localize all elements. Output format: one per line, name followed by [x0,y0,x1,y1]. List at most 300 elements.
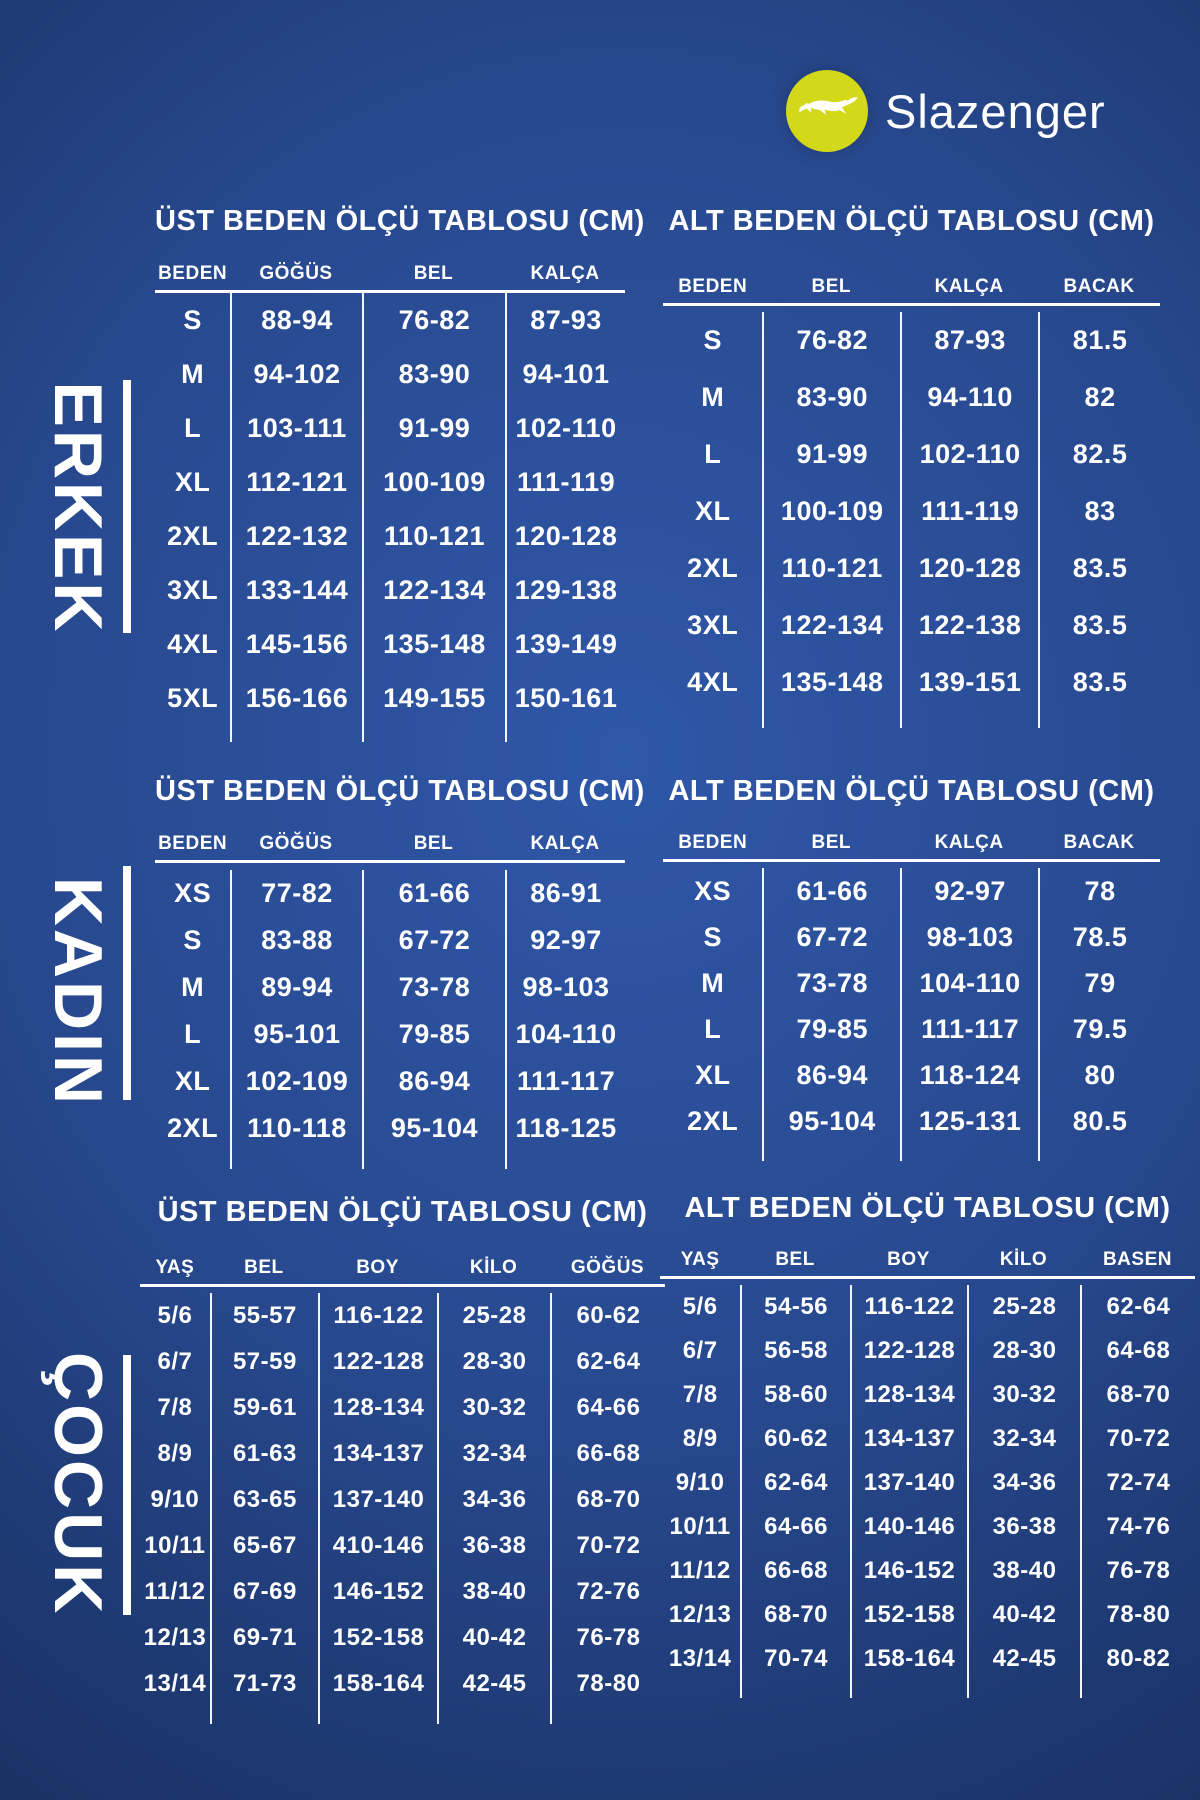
table-body [155,293,625,742]
table-row-spacer [155,1152,625,1169]
table-cell: 77-82 [230,870,362,917]
table-cell: 100-109 [362,455,505,509]
header-cell: BEDEN [678,832,748,853]
table-cell [740,1681,850,1698]
table-cell: XL [694,496,731,526]
table-row [663,914,1160,960]
table-row [155,671,625,725]
table-cell: 78.5 [1038,914,1160,960]
table-cell [230,1152,362,1169]
table-cell: 34-36 [437,1477,550,1523]
table-cell: 134-137 [318,1431,437,1477]
table-cell: 4XL [687,667,739,697]
table-cell: 4XL [167,628,219,659]
table-row [155,917,625,964]
table-cell: 110-121 [362,509,505,563]
table-row [155,401,625,455]
table-cell: S [703,325,722,355]
table-row [663,540,1160,597]
table-cell: 129-138 [505,563,625,617]
table-cell: 9/10 [150,1486,200,1513]
table-cell: 7/8 [157,1394,193,1421]
table-cell: 112-121 [230,455,362,509]
table-cell: 98-103 [505,964,625,1011]
table-cell: 111-119 [900,483,1038,540]
table-cell [550,1707,665,1724]
table-cell: 62-64 [1080,1285,1195,1329]
table-row [663,483,1160,540]
table-cell: 120-128 [505,509,625,563]
table-row [140,1385,665,1431]
table-cell: 122-138 [900,597,1038,654]
section-label-cocuk: ÇOCUK [40,1352,116,1617]
table-cell: 86-94 [362,1058,505,1105]
table-cell [663,1144,762,1161]
table-cell [155,725,230,742]
table-cell: 76-78 [1080,1549,1195,1593]
table-body [155,870,625,1169]
table-cell: 81.5 [1038,312,1160,369]
table-cell: 122-134 [362,563,505,617]
table-cell: 68-70 [1080,1373,1195,1417]
table-cell: 5XL [167,682,219,713]
table-cell: 95-104 [762,1098,900,1144]
table-cell: 73-78 [362,964,505,1011]
table-cell [850,1681,967,1698]
size-table-kadin-lower [663,775,1160,1161]
header-underline [140,1284,665,1287]
table-row [155,293,625,347]
table-cell: 67-72 [362,917,505,964]
table-cell: 83-90 [362,347,505,401]
table-header [660,1249,1195,1271]
header-cell: GÖĞÜS [259,263,333,284]
table-row [660,1417,1195,1461]
table-cell: 60-62 [740,1417,850,1461]
table-cell: 82 [1038,369,1160,426]
table-row [155,455,625,509]
header-cell: BOY [356,1257,399,1278]
table-cell: 80.5 [1038,1098,1160,1144]
table-cell: 6/7 [157,1348,193,1375]
table-cell: L [704,439,722,469]
header-cell: BASEN [1102,1249,1172,1270]
table-cell: 66-68 [740,1549,850,1593]
table-cell: 79.5 [1038,1006,1160,1052]
table-row [663,426,1160,483]
table-cell: 133-144 [230,563,362,617]
table-row-spacer [663,711,1160,728]
table-cell [900,711,1038,728]
table-row [155,617,625,671]
table-cell: 59-61 [210,1385,318,1431]
table-cell: 95-101 [230,1011,362,1058]
table-cell: 68-70 [550,1477,665,1523]
size-table-erkek-upper [155,205,645,742]
header-cell: BEL [811,276,851,297]
table-header [140,1257,665,1279]
table-cell: 32-34 [437,1431,550,1477]
table-cell: 2XL [687,553,739,583]
table-cell: 8/9 [157,1440,193,1467]
table-body [663,312,1160,728]
table-cell: 122-128 [850,1329,967,1373]
table-row [155,347,625,401]
table-row [140,1293,665,1339]
table-row [140,1569,665,1615]
header-cell: GÖĞÜS [259,833,333,854]
table-cell: 102-110 [505,401,625,455]
table-cell: 40-42 [437,1615,550,1661]
table-cell: 25-28 [967,1285,1080,1329]
table-row [155,870,625,917]
table-cell: 87-93 [900,312,1038,369]
brand-name: Slazenger [885,84,1106,138]
table-cell: 128-134 [318,1385,437,1431]
table-header [155,833,625,855]
table-cell: 104-110 [505,1011,625,1058]
header-cell: KALÇA [530,263,600,284]
table-cell: 91-99 [762,426,900,483]
table-cell: 13/14 [668,1645,732,1672]
table-cell: 83.5 [1038,654,1160,711]
table-cell: 91-99 [362,401,505,455]
table-cell: 9/10 [675,1469,725,1496]
table-cell: 135-148 [762,654,900,711]
table-row [660,1549,1195,1593]
table-cell [900,1144,1038,1161]
table-cell: 63-65 [210,1477,318,1523]
table-cell: 61-66 [762,868,900,914]
table-row [140,1661,665,1707]
table-cell: M [701,382,725,412]
table-cell: 74-76 [1080,1505,1195,1549]
table-cell [1080,1681,1195,1698]
table-row [140,1477,665,1523]
table-cell: 80 [1038,1052,1160,1098]
table-cell: 118-124 [900,1052,1038,1098]
table-cell: XL [174,1066,211,1096]
table-cell: XL [694,1059,731,1090]
table-cell: 92-97 [900,868,1038,914]
table-cell [762,1144,900,1161]
header-cell: KİLO [999,1249,1048,1270]
table-cell: 76-82 [762,312,900,369]
table-cell: 83 [1038,483,1160,540]
table-row [140,1339,665,1385]
table-cell [155,1152,230,1169]
table-body [663,868,1160,1161]
table-cell: 118-125 [505,1105,625,1152]
table-cell: L [704,1013,722,1044]
table-row [663,1006,1160,1052]
table-cell: L [184,412,202,443]
table-cell: 146-152 [318,1569,437,1615]
header-cell: BEL [413,263,454,284]
table-row [660,1285,1195,1329]
table-row [663,654,1160,711]
table-cell: 104-110 [900,960,1038,1006]
table-cell: 80-82 [1080,1637,1195,1681]
table-cell: 102-109 [230,1058,362,1105]
table-cell: 78-80 [550,1661,665,1707]
table-cell: 62-64 [740,1461,850,1505]
section-label-bar-cocuk [123,1355,131,1615]
table-cell [663,711,762,728]
size-table-erkek-lower [663,205,1160,728]
table-row [140,1523,665,1569]
table-cell: 70-72 [1080,1417,1195,1461]
table-row [663,1098,1160,1144]
table-cell: 72-74 [1080,1461,1195,1505]
table-cell: 70-72 [550,1523,665,1569]
header-cell: BEDEN [678,276,748,297]
table-cell: 150-161 [505,671,625,725]
table-cell: 2XL [167,1113,219,1143]
table-cell: 61-63 [210,1431,318,1477]
table-cell: 42-45 [437,1661,550,1707]
table-cell: 5/6 [157,1302,193,1329]
table-cell: 12/13 [668,1601,732,1628]
header-cell: GÖĞÜS [570,1257,645,1278]
table-cell: 66-68 [550,1431,665,1477]
header-cell: BACAK [1063,832,1135,853]
header-cell: YAŞ [680,1249,720,1270]
table-row-spacer [155,725,625,742]
table-cell: 94-101 [505,347,625,401]
table-cell: 139-149 [505,617,625,671]
table-cell: 72-76 [550,1569,665,1615]
table-row [663,597,1160,654]
table-row [660,1329,1195,1373]
header-cell: BEDEN [158,833,228,854]
table-cell [140,1707,210,1724]
table-cell: 102-110 [900,426,1038,483]
table-cell: M [701,967,725,998]
table-row [663,369,1160,426]
header-cell: KİLO [469,1257,518,1278]
table-row [663,868,1160,914]
header-cell: BEL [811,832,851,853]
table-cell [967,1681,1080,1698]
table-cell: 38-40 [967,1549,1080,1593]
table-header [155,263,625,285]
table-cell: 98-103 [900,914,1038,960]
table-cell: 103-111 [230,401,362,455]
table-cell: 32-34 [967,1417,1080,1461]
table-cell: 111-117 [505,1058,625,1105]
table-cell: 5/6 [682,1293,718,1320]
table-cell: 92-97 [505,917,625,964]
table-cell: 54-56 [740,1285,850,1329]
header-cell: BEL [775,1249,815,1270]
header-underline [663,303,1160,306]
table-cell [210,1707,318,1724]
table-row [155,509,625,563]
table-title: ALT BEDEN ÖLÇÜ TABLOSU (CM) [668,205,1155,237]
table-cell: 70-74 [740,1637,850,1681]
table-row [140,1431,665,1477]
table-cell: 55-57 [210,1293,318,1339]
table-cell: 82.5 [1038,426,1160,483]
table-cell: 122-132 [230,509,362,563]
table-title: ÜST BEDEN ÖLÇÜ TABLOSU (CM) [157,1196,648,1228]
header-underline [660,1276,1195,1279]
table-cell: 134-137 [850,1417,967,1461]
table-cell: 34-36 [967,1461,1080,1505]
table-cell: 128-134 [850,1373,967,1417]
table-cell: 110-121 [762,540,900,597]
table-cell [1038,1144,1160,1161]
table-header [663,276,1160,298]
table-cell: 111-117 [900,1006,1038,1052]
table-row [660,1593,1195,1637]
table-row [660,1505,1195,1549]
table-cell [660,1681,740,1698]
size-table-cocuk-upper [140,1196,665,1724]
table-cell: XL [174,466,211,497]
table-cell: 156-166 [230,671,362,725]
header-cell: BEL [413,833,454,854]
table-cell: 2XL [687,1105,739,1136]
table-cell: XS [174,878,212,908]
table-cell: 64-68 [1080,1329,1195,1373]
table-cell: 152-158 [850,1593,967,1637]
header-cell: YAŞ [155,1257,195,1278]
table-cell: 11/12 [669,1557,731,1584]
table-cell [230,725,362,742]
table-cell: 6/7 [682,1337,718,1364]
table-title: ÜST BEDEN ÖLÇÜ TABLOSU (CM) [155,205,645,237]
table-cell: 3XL [687,610,739,640]
table-cell: 100-109 [762,483,900,540]
table-cell [762,711,900,728]
header-cell: BOY [887,1249,930,1270]
table-cell: 125-131 [900,1098,1038,1144]
table-cell: 137-140 [850,1461,967,1505]
table-cell: 79-85 [362,1011,505,1058]
table-cell: 79-85 [762,1006,900,1052]
table-cell: 61-66 [362,870,505,917]
table-cell: 68-70 [740,1593,850,1637]
table-cell: 8/9 [682,1425,718,1452]
table-row [660,1461,1195,1505]
table-cell: 89-94 [230,964,362,1011]
table-cell: 139-151 [900,654,1038,711]
table-cell: 65-67 [210,1523,318,1569]
table-row [140,1615,665,1661]
table-cell: 56-58 [740,1329,850,1373]
table-row [663,1052,1160,1098]
table-row [155,1105,625,1152]
header-underline [155,860,625,863]
table-cell: 140-146 [850,1505,967,1549]
table-row [660,1373,1195,1417]
table-cell: M [181,358,205,389]
header-cell: BEL [244,1257,284,1278]
table-cell: 122-134 [762,597,900,654]
table-cell: 146-152 [850,1549,967,1593]
table-cell: 83.5 [1038,540,1160,597]
table-cell: 2XL [167,520,219,551]
table-cell: 12/13 [143,1624,207,1651]
table-cell [1038,711,1160,728]
table-row [155,964,625,1011]
table-cell: 149-155 [362,671,505,725]
table-cell: 79 [1038,960,1160,1006]
table-cell: 30-32 [967,1373,1080,1417]
table-cell: 120-128 [900,540,1038,597]
table-cell: 83-90 [762,369,900,426]
table-cell: 67-72 [762,914,900,960]
table-cell: 94-102 [230,347,362,401]
table-cell: S [183,304,202,335]
table-body [140,1293,665,1724]
size-table-kadin-upper [155,775,645,1169]
table-cell: 410-146 [318,1523,437,1569]
table-cell: 69-71 [210,1615,318,1661]
table-cell: 71-73 [210,1661,318,1707]
brand-logo [786,70,1106,152]
table-row [663,960,1160,1006]
table-row [663,312,1160,369]
section-label-bar-kadin [123,866,131,1100]
table-cell: 28-30 [437,1339,550,1385]
table-cell: 25-28 [437,1293,550,1339]
header-cell: BEDEN [158,263,228,284]
logo-circle [786,70,868,152]
table-row [155,1011,625,1058]
table-cell: 57-59 [210,1339,318,1385]
table-cell [437,1707,550,1724]
table-cell: 158-164 [318,1661,437,1707]
table-cell: 83.5 [1038,597,1160,654]
table-cell: 116-122 [850,1285,967,1329]
table-cell: 158-164 [850,1637,967,1681]
table-cell: 40-42 [967,1593,1080,1637]
table-cell: 28-30 [967,1329,1080,1373]
table-title: ALT BEDEN ÖLÇÜ TABLOSU (CM) [668,775,1155,807]
table-cell: 7/8 [682,1381,718,1408]
header-cell: KALÇA [934,832,1004,853]
table-cell: S [183,925,202,955]
table-body [660,1285,1195,1698]
table-row-spacer [660,1681,1195,1698]
table-cell: 73-78 [762,960,900,1006]
table-cell: 67-69 [210,1569,318,1615]
table-cell: M [181,972,205,1002]
section-label-bar-erkek [123,380,131,633]
table-cell: 86-91 [505,870,625,917]
table-cell: 62-64 [550,1339,665,1385]
table-cell: 10/11 [144,1532,206,1559]
section-label-kadin: KADIN [40,876,116,1108]
table-cell [362,725,505,742]
table-cell: 95-104 [362,1105,505,1152]
table-cell: 78 [1038,868,1160,914]
table-cell: 60-62 [550,1293,665,1339]
table-cell: 58-60 [740,1373,850,1417]
table-cell: 42-45 [967,1637,1080,1681]
table-cell: S [703,921,722,952]
table-row [660,1637,1195,1681]
table-cell: 13/14 [143,1670,207,1697]
table-cell: 11/12 [144,1578,206,1605]
table-cell: 3XL [167,574,219,605]
table-cell: 88-94 [230,293,362,347]
table-cell: 76-82 [362,293,505,347]
table-cell: 64-66 [550,1385,665,1431]
